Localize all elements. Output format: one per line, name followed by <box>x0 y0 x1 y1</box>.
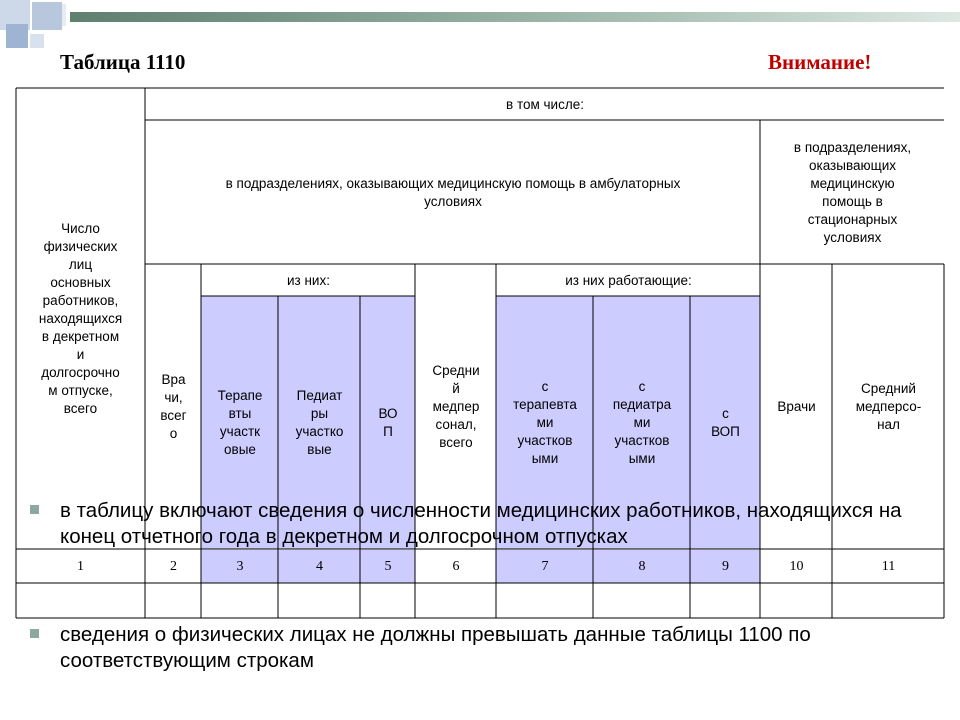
col-number: 11 <box>881 558 896 574</box>
header-therapists: Терапе вты участк овые <box>217 388 263 457</box>
bullet-text: сведения о физических лицах не должны превышать данные таблицы 1100 по соответствующим строкам <box>60 623 811 672</box>
header-vop: ВО П <box>378 406 398 439</box>
col-number: 2 <box>170 558 177 574</box>
col-number: 8 <box>638 558 646 574</box>
header-of-them-working: из них работающие: <box>565 272 692 288</box>
col-number: 3 <box>236 558 244 574</box>
col-number: 6 <box>452 558 460 574</box>
col-number: 4 <box>316 558 323 574</box>
header-of-them: из них: <box>287 272 330 288</box>
header-doctors: Врачи <box>777 399 816 414</box>
header-stationary: в подразделениях, оказывающих медицинскую помощь в стационарных условиях <box>793 139 912 245</box>
col-number: 9 <box>722 558 729 574</box>
header-mid-staff: Средний медперсо- нал <box>855 381 922 432</box>
header-total-employees: Число физических лиц основных работников, находящихся в декретном и долгосрочно м отпуске, всего <box>38 221 123 416</box>
attention-label: Внимание! <box>768 50 872 74</box>
header-with-pediatricians: с педиатра ми участков ыми <box>612 379 672 466</box>
bullet-text: в таблицу включают сведения о численности медицинских работников, находящихся на конец отчетного года в декретном и долгосрочном отпусках <box>60 499 902 548</box>
decor-square <box>32 2 62 30</box>
header-doctors-total: Вра чи, всег о <box>160 372 187 441</box>
bullet-square-icon <box>30 629 39 638</box>
decor-square <box>30 34 44 48</box>
top-decor-bar <box>70 12 960 22</box>
header-pediatricians: Педиат ры участко вые <box>295 388 344 457</box>
slide-title: Таблица 1110 <box>60 50 186 74</box>
decor-square <box>6 24 28 48</box>
header-ambulatory: в подразделениях, оказывающих медицинскую помощь в амбулаторных условиях <box>225 175 681 209</box>
header-with-vop: с ВОП <box>711 406 740 439</box>
col-number: 5 <box>384 558 392 574</box>
bullet-square-icon <box>30 505 39 514</box>
col-number: 10 <box>789 558 804 574</box>
col-number: 7 <box>541 558 549 574</box>
header-with-therapists: с терапевта ми участков ыми <box>513 379 577 466</box>
header-mid-staff-total: Средни й медпер сонал, всего <box>432 363 480 450</box>
header-in-that-number: в том числе: <box>506 96 584 112</box>
col-number: 1 <box>77 558 84 574</box>
